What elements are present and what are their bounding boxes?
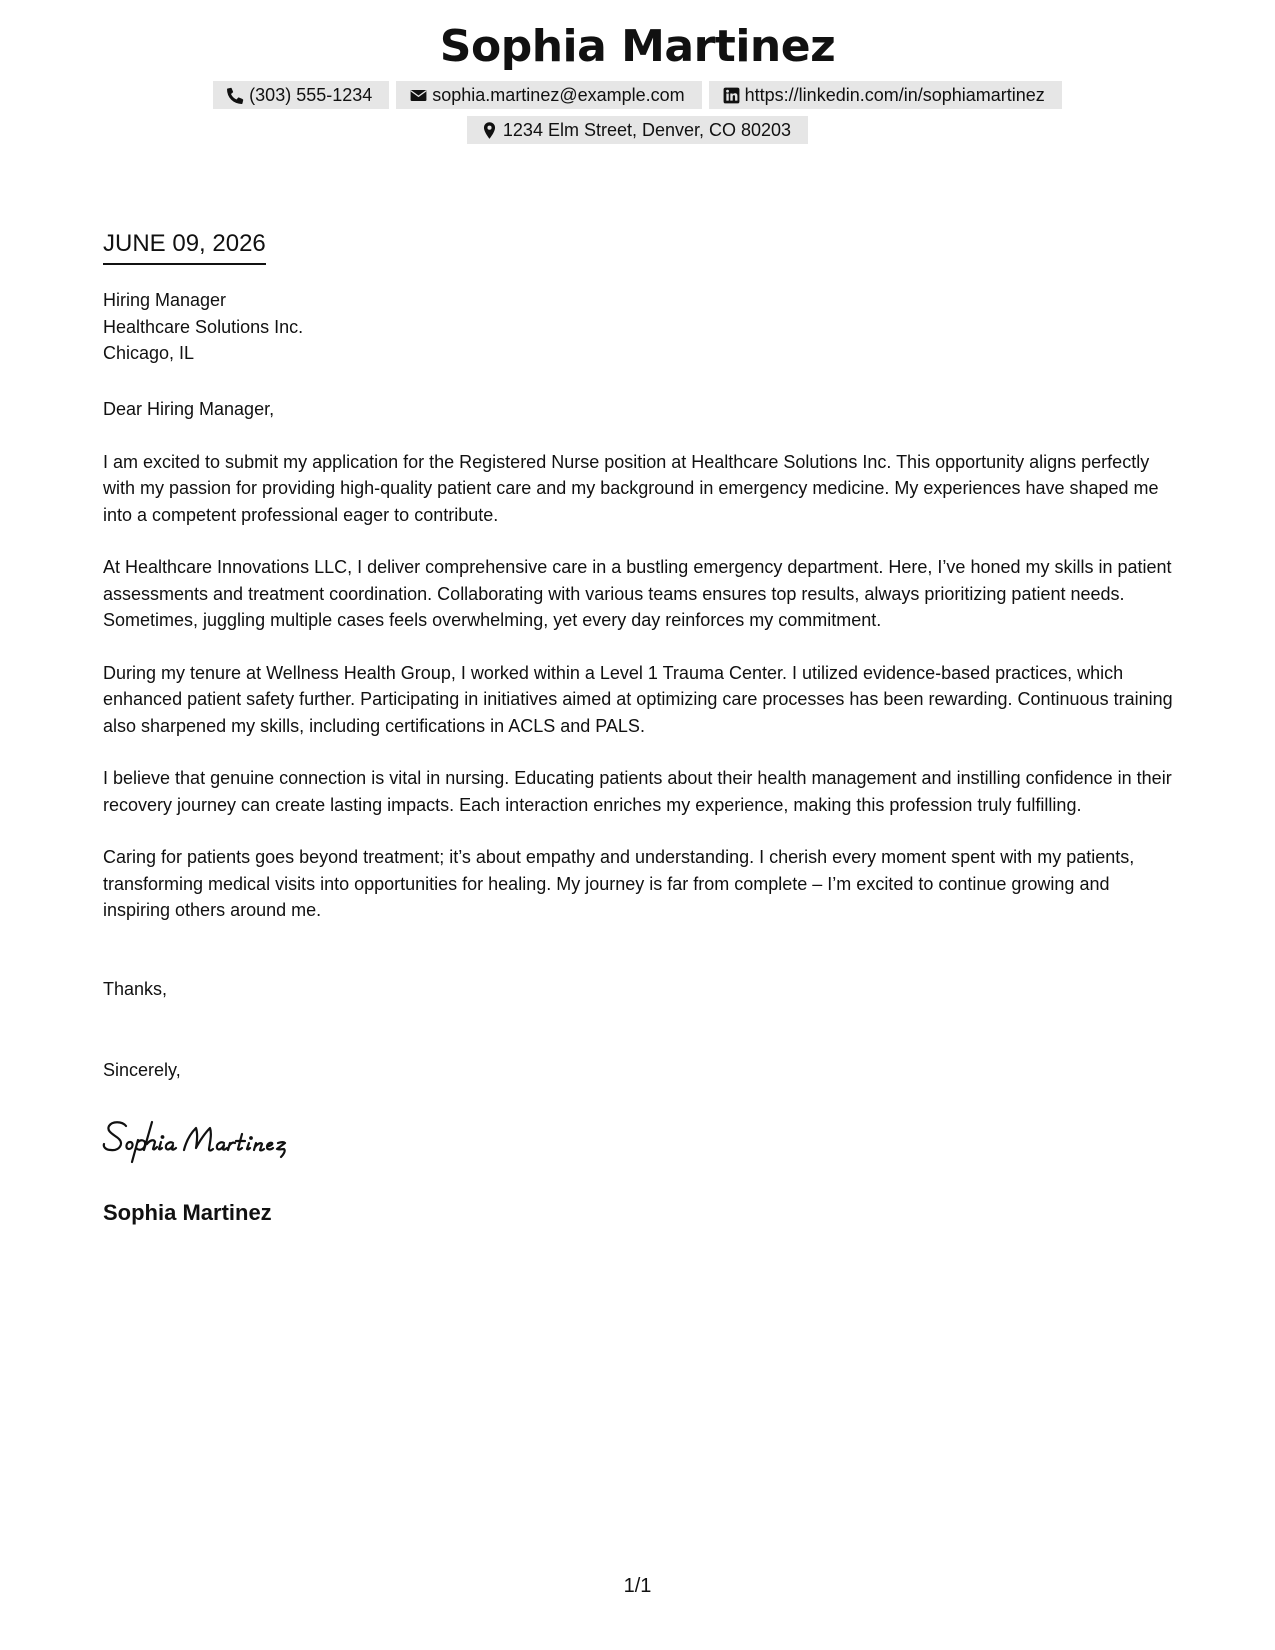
linkedin-icon	[722, 86, 741, 105]
signature-image	[100, 1110, 370, 1166]
body-paragraph: I am excited to submit my application for the Registered Nurse position at Healthcare Solutions Inc. This opportunity aligns perfectly with my passion for providing high-quality patient care and my background in emergency medicine. My experiences have shaped me into a competent professional eager to contribute.	[103, 451, 1159, 525]
recipient-title: Hiring Manager	[103, 290, 227, 310]
recipient-location: Chicago, IL	[103, 343, 195, 363]
salutation: Dear Hiring Manager,	[103, 399, 275, 419]
body-paragraph: Caring for patients goes beyond treatment; it’s about empathy and understanding. I cherish every moment spent with my patients, transforming medical visits into opportunities for healing. My journey is far from complete – I’m excited to continue growing and inspiring others around me.	[103, 847, 1135, 920]
recipient-block	[103, 287, 303, 367]
email-text[interactable]: sophia.martinez@example.com	[432, 84, 685, 105]
applicant-name: Sophia Martinez	[439, 21, 836, 72]
contact-phone	[213, 81, 389, 109]
body-paragraph: During my tenure at Wellness Health Group, I worked within a Level 1 Trauma Center. I utilized evidence-based practices, which enhanced patient safety further. Participating in initiatives aimed at optimizing care processes has been rewarding. Continuous training also sharpened my skills, including certifications in ACLS and PALS.	[103, 662, 1173, 736]
closing-sincerely: Sincerely,	[103, 1060, 181, 1080]
linkedin-text[interactable]: https://linkedin.com/in/sophiamartinez	[744, 84, 1045, 105]
letter-body	[103, 396, 1178, 950]
body-paragraph: At Healthcare Innovations LLC, I deliver comprehensive care in a bustling emergency department. Here, I’ve honed my skills in patient assessments and treatment coordination. Collaborating with various teams ensures top results, always prioritizing patient needs. Sometimes, juggling multiple cases feels overwhelming, yet every day reinforces my commitment.	[103, 557, 1172, 630]
closing-thanks: Thanks,	[103, 979, 168, 999]
typed-name: Sophia Martinez	[103, 1200, 272, 1225]
contact-address	[467, 116, 808, 144]
envelope-icon	[409, 86, 428, 105]
contact-email[interactable]	[396, 81, 701, 109]
contact-row-address	[0, 116, 1275, 144]
contact-linkedin[interactable]	[709, 81, 1062, 109]
body-paragraph: I believe that genuine connection is vital in nursing. Educating patients about their health management and instilling confidence in their recovery journey can create lasting impacts. Each interaction enriches my experience, making this profession truly fulfilling.	[103, 768, 1172, 815]
phone-text: (303) 555-1234	[249, 84, 373, 105]
recipient-company: Healthcare Solutions Inc.	[103, 316, 304, 337]
phone-icon	[226, 86, 245, 105]
map-marker-icon	[480, 121, 499, 140]
contact-row	[0, 81, 1275, 109]
letter-date: JUNE 09, 2026	[103, 229, 266, 265]
address-text: 1234 Elm Street, Denver, CO 80203	[502, 119, 792, 140]
page-number: 1/1	[623, 1575, 652, 1597]
